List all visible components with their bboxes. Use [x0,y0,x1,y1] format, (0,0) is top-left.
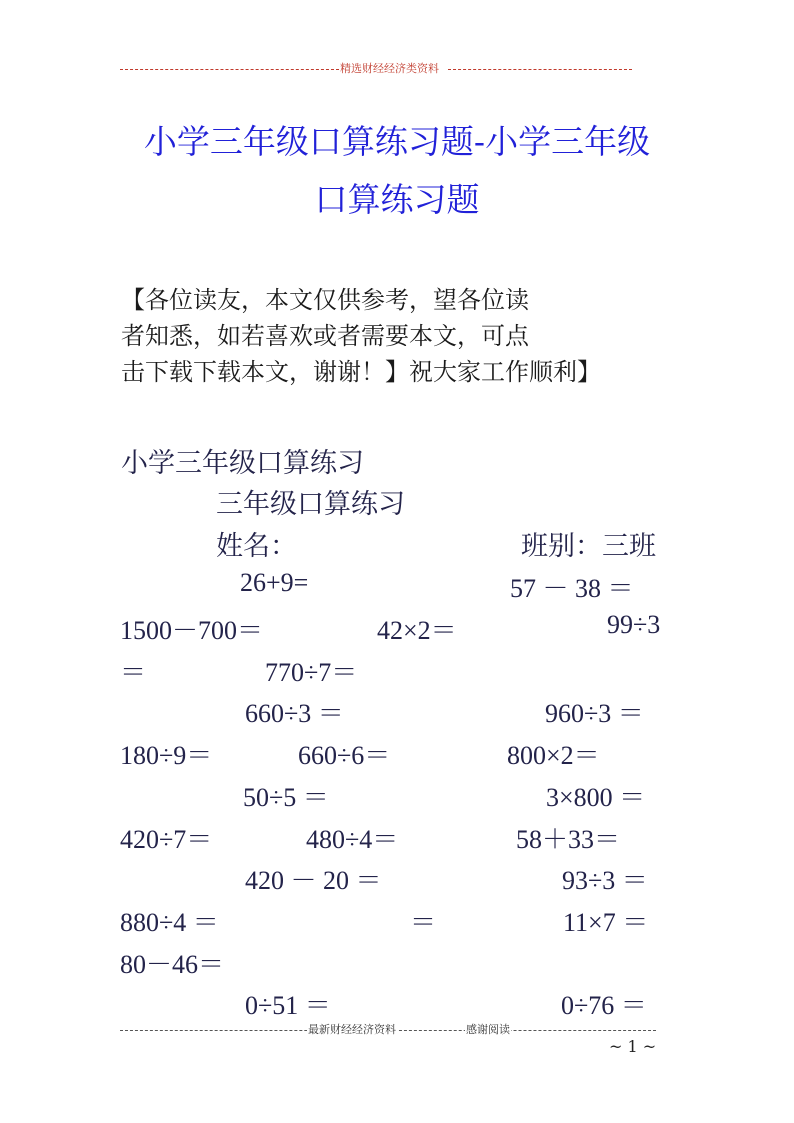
exercise: 180÷9＝ [120,741,213,770]
header-rule-left [120,69,339,70]
exercise: 0÷76 ＝ [561,991,647,1020]
exercise: 11×7 ＝ [563,908,649,937]
footer-text-right: 感谢阅读 [466,1023,510,1036]
header-rule-right [448,69,632,70]
notice-line-2: 者知悉，如若喜欢或者需要本文，可点 [121,322,529,350]
exercise: 58＋33＝ [516,825,621,854]
notice-line-3: 击下载下载本文，谢谢！】祝大家工作顺利】 [121,358,601,386]
footer-text-left: 最新财经经济资料 [308,1023,396,1036]
exercise: 50÷5 ＝ [243,783,329,812]
notice-line-1: 【各位读友，本文仅供参考，望各位读 [121,286,529,314]
exercise: 57 － 38 ＝ [510,574,634,603]
document-title-line-1: 小学三年级口算练习题-小学三年级 [143,122,651,161]
exercise: 880÷4 ＝ [120,908,219,937]
document-title-line-2: 口算练习题 [314,180,480,219]
exercise: 93÷3 ＝ [562,866,648,895]
exercise: 420÷7＝ [120,825,213,854]
exercise: 80－46＝ [120,950,225,979]
name-label: 姓名： [216,531,297,562]
exercise: 660÷3 ＝ [245,699,344,728]
section-heading: 小学三年级口算练习 [121,448,364,479]
page-number: ~ 1 ~ [609,1037,657,1056]
section-subheading: 三年级口算练习 [216,489,405,520]
header-text: 精选财经经济类资料 [340,62,439,75]
exercise: 0÷51 ＝ [245,991,331,1020]
exercise: 1500－700＝ [120,616,264,645]
exercise: 420 － 20 ＝ [245,866,382,895]
exercise: 960÷3 ＝ [545,699,644,728]
exercise: 42×2＝ [377,616,457,645]
class-label: 班别：三班 [521,531,656,562]
exercise: 3×800 ＝ [546,783,646,812]
exercise: 800×2＝ [507,741,600,770]
exercise: 99÷3 [607,610,661,639]
exercise: 480÷4＝ [306,825,399,854]
exercise: ＝ [120,658,147,687]
exercise: 770÷7＝ [265,658,358,687]
exercise: ＝ [410,908,437,937]
exercise: 660÷6＝ [298,741,391,770]
exercise: 26+9= [240,568,309,597]
